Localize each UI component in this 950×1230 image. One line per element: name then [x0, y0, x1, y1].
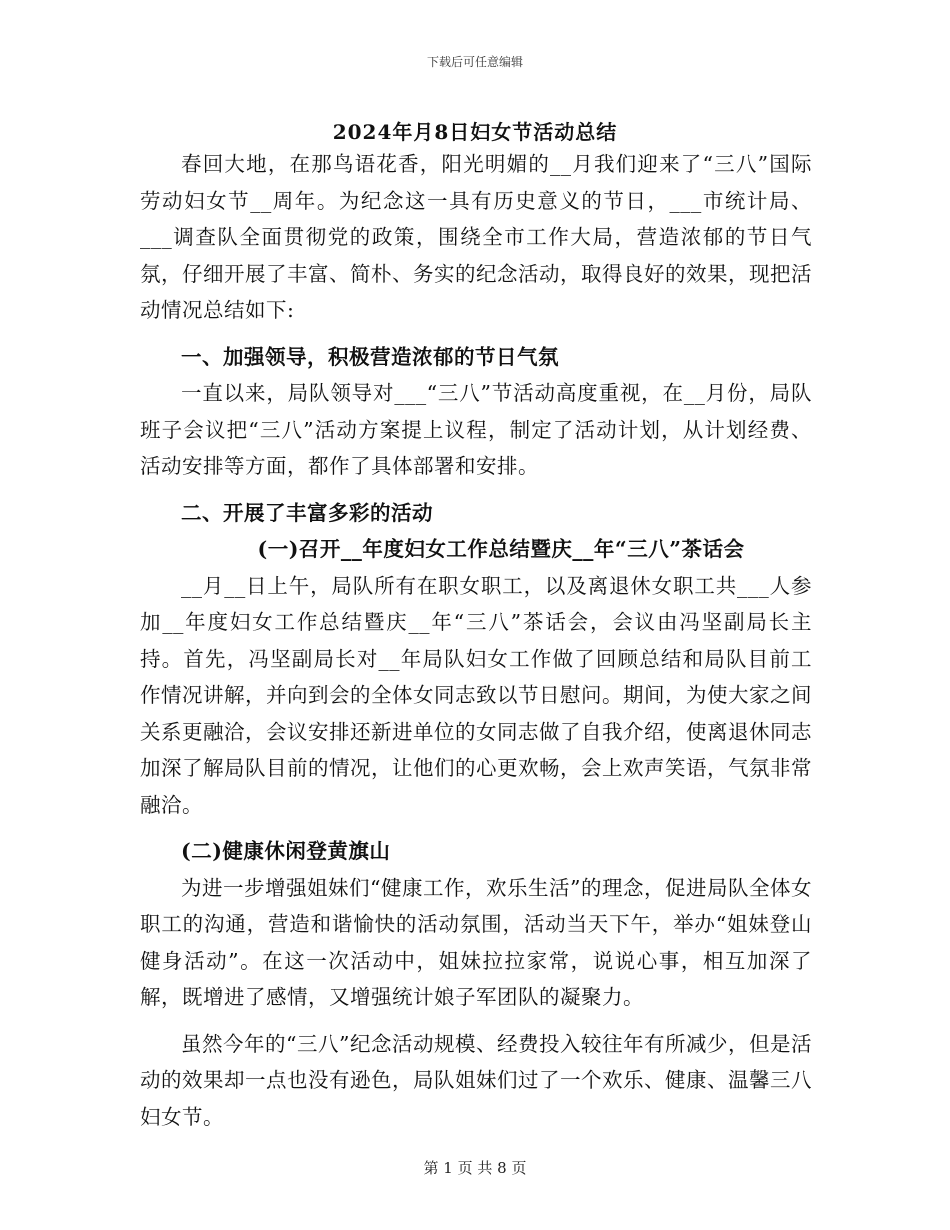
spacer [140, 485, 812, 495]
page-footer: 第 1 页 共 8 页 [423, 1159, 527, 1177]
document-body [140, 146, 812, 1135]
section-1-paragraph: 一直以来，局队领导对___“三八”节活动高度重视，在__月份，局队班子会议把“三八”活动方案提上议程，制定了活动计划，从计划经费、活动安排等方面，都作了具体部署和安排。 [140, 381, 812, 478]
intro-paragraph: 春回大地，在那鸟语花香，阳光明媚的__月我们迎来了“三八”国际劳动妇女节__周年。为纪念这一具有历史意义的节日，___市统计局、___调查队全面贯彻党的政策，围绕全市工作大局，营造浓郁的节日气氛，仔细开展了丰富、简朴、务实的纪念活动，取得良好的效果，现把活动情况总结如下: [140, 152, 812, 322]
subsection-2-paragraph: 为进一步增强姐妹们“健康工作，欢乐生活”的理念，促进局队全体女职工的沟通，营造和谐愉快的活动氛围，活动当天下午，举办“姐妹登山健身活动”。在这一次活动中，姐妹拉拉家常，说说心事，相互加深了解，既增进了感情，又增强统计娘子军团队的凝聚力。 [140, 875, 812, 1009]
spacer [140, 823, 812, 833]
subsection-2-heading: (二)健康休闲登黄旗山 [181, 839, 391, 863]
spacer [140, 329, 812, 339]
spacer [140, 1016, 812, 1026]
header-note: 下载后可任意编辑 [426, 55, 523, 69]
closing-paragraph: 虽然今年的“三八”纪念活动规模、经费投入较往年有所减少，但是活动的效果却一点也没有逊色，局队姐妹们过了一个欢乐、健康、温馨三八妇女节。 [140, 1031, 812, 1129]
subsection-1-paragraph: __月__日上午，局队所有在职女职工，以及离退休女职工共___人参加__年度妇女工作总结暨庆__年“三八”茶话会，会议由冯坚副局长主持。首先，冯坚副局长对__年局队妇女工作做了回顾总结和局队目前工作情况讲解，并向到会的全体女同志致以节日慰问。期间，为使大家之间关系更融洽，会议安排还新进单位的女同志做了自我介绍，使离退休同志加深了解局队目前的情况，让他们的心更欢畅，会上欢声笑语，气氛非常融洽。 [140, 573, 812, 817]
subsection-1-heading: (一)召开__年度妇女工作总结暨庆__年“三八”茶话会 [257, 537, 745, 561]
document-title: 2024年月8日妇女节活动总结 [332, 120, 618, 144]
section-2-heading: 二、开展了丰富多彩的活动 [181, 500, 433, 525]
section-1-heading: 一、加强领导，积极营造浓郁的节日气氛 [181, 344, 559, 369]
